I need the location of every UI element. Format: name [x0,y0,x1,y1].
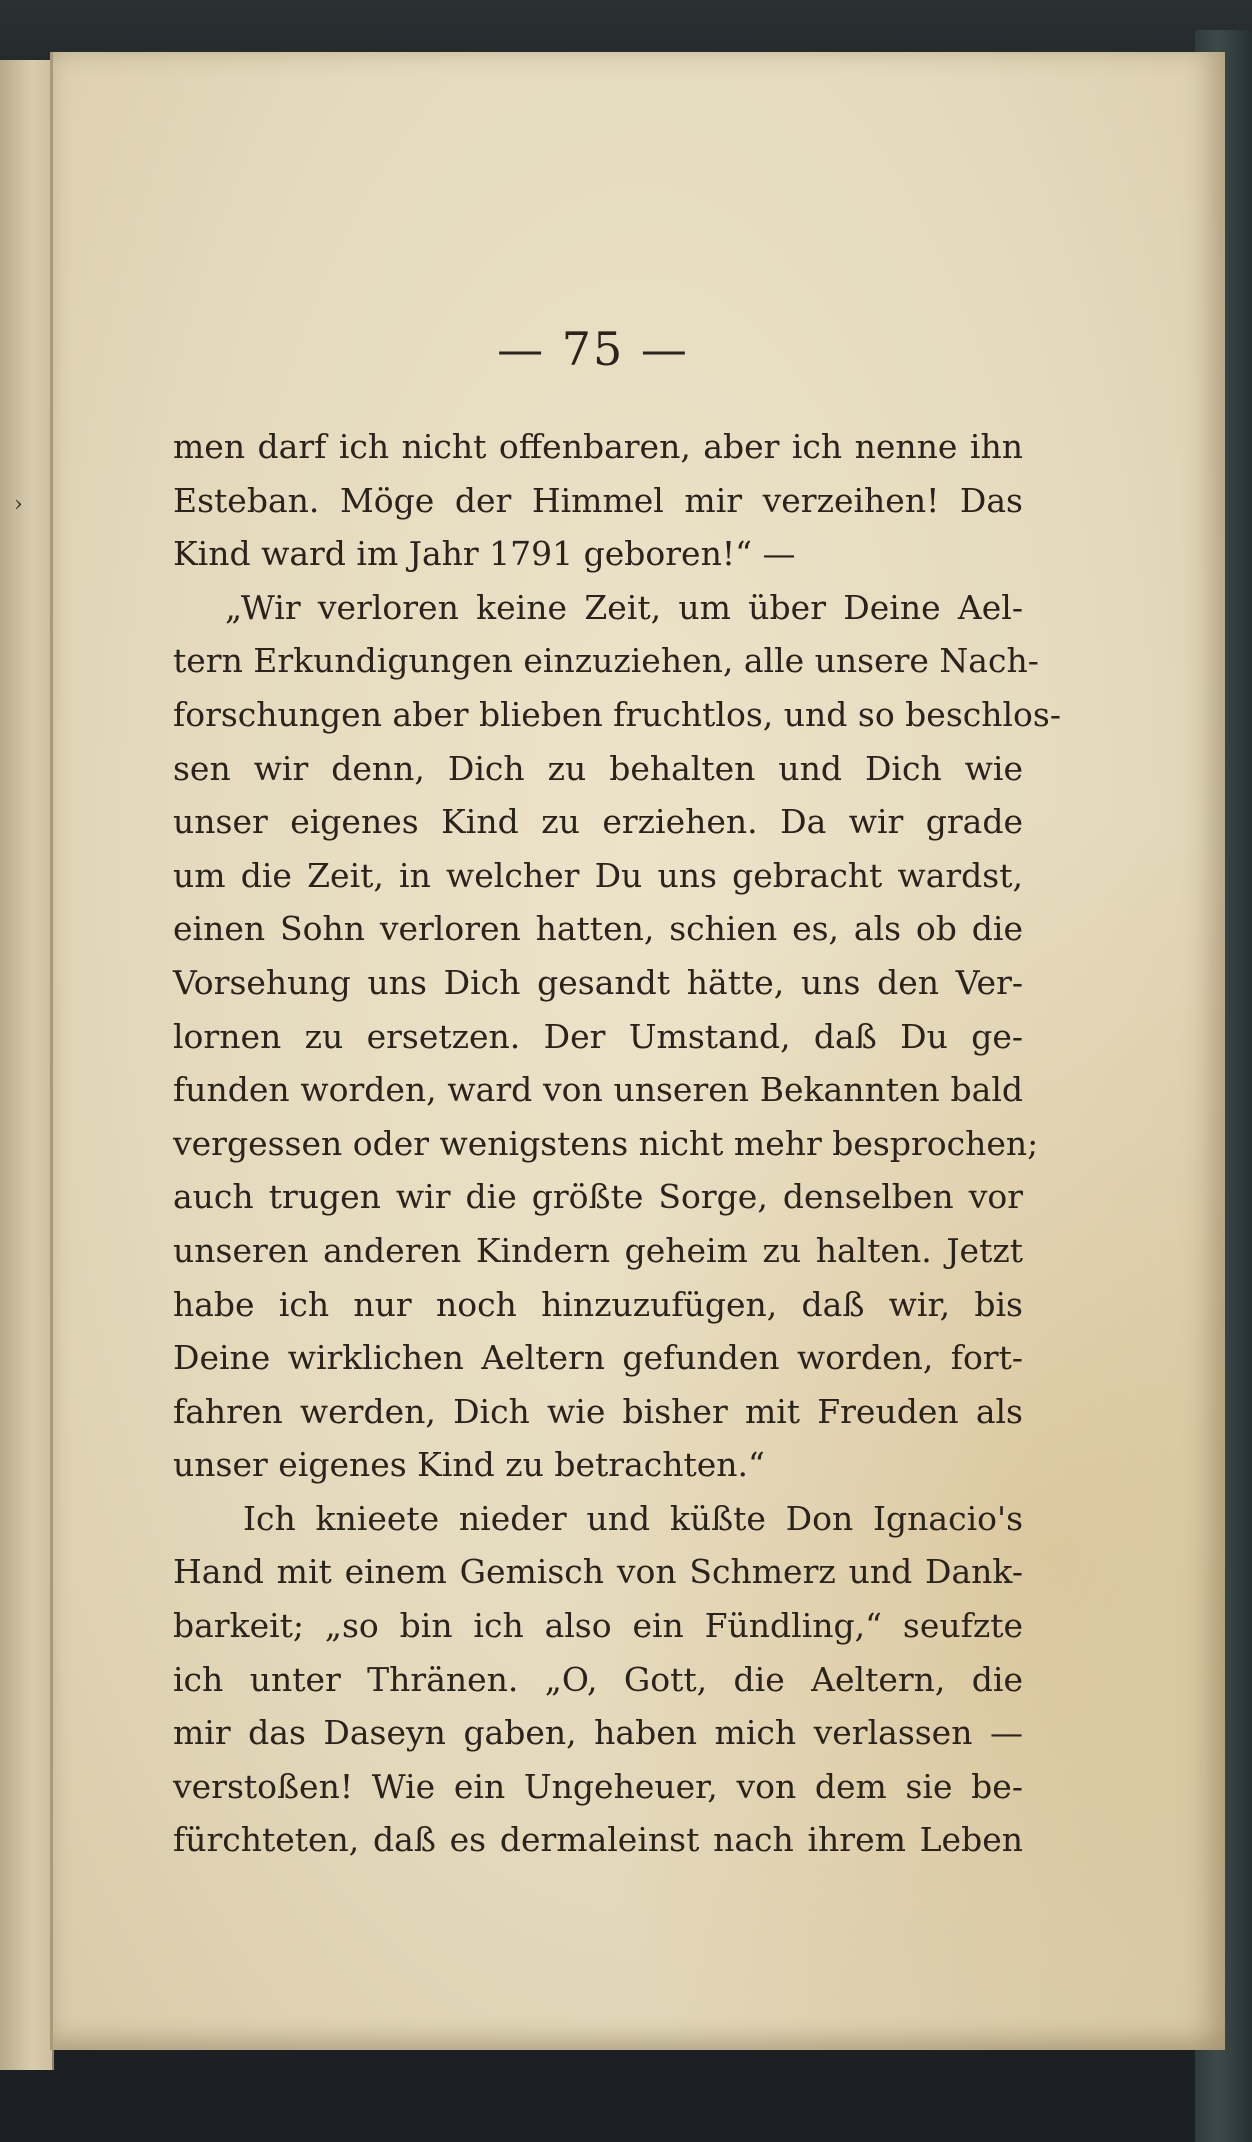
text-line: mir das Daseyn gaben, haben mich verlassen — [173,1713,1023,1753]
text-line: sen wir denn, Dich zu behalten und Dich wie [173,748,1023,788]
text-line: um die Zeit, in welcher Du uns gebracht wardst, [173,855,1023,895]
text-line: auch trugen wir die größte Sorge, denselben vor [173,1177,1023,1217]
text-line: Ich knieete nieder und küßte Don Ignacio's [243,1498,1023,1538]
text-line: forschungen aber blieben fruchtlos, und so beschlos- [173,694,1062,734]
text-line: fürchteten, daß es dermaleinst nach ihrem Leben [173,1820,1023,1860]
text-line: funden worden, ward von unseren Bekannten bald [173,1070,1023,1110]
text-line: barkeit; „so bin ich also ein Fündling,“ seufzte [173,1606,1023,1646]
text-line: vergessen oder wenigstens nicht mehr besprochen; [173,1123,1039,1163]
text-line: „Wir verloren keine Zeit, um über Deine Ael- [225,587,1023,627]
text-line: Kind ward im Jahr 1791 geboren!“ — [173,534,796,574]
text-line: einen Sohn verloren hatten, schien es, als ob die [173,909,1023,949]
text-line: unser eigenes Kind zu erziehen. Da wir grade [173,802,1023,842]
previous-page-edge [0,60,54,2070]
text-line: tern Erkundigungen einzuziehen, alle unsere Nach- [173,641,1039,681]
text-line: lornen zu ersetzen. Der Umstand, daß Du ge- [173,1016,1023,1056]
margin-mark: › [14,492,23,517]
text-line: unseren anderen Kindern geheim zu halten. Jetzt [173,1230,1023,1270]
text-line: fahren werden, Dich wie bisher mit Freuden als [173,1391,1023,1431]
text-line: Deine wirklichen Aeltern gefunden worden, fort- [173,1338,1023,1378]
text-line: ich unter Thränen. „O, Gott, die Aeltern, die [173,1659,1023,1699]
text-line: habe ich nur noch hinzuzufügen, daß wir, bis [173,1284,1023,1324]
text-line: Esteban. Möge der Himmel mir verzeihen! Das [173,480,1023,520]
book-page [50,52,1225,2050]
text-line: unser eigenes Kind zu betrachten.“ [173,1445,765,1485]
body-text [173,420,1062,1867]
text-line: Hand mit einem Gemisch von Schmerz und Dank- [173,1552,1023,1592]
text-line: men darf ich nicht offenbaren, aber ich nenne ihn [173,427,1023,466]
page-number: — 75 — [497,322,689,376]
text-line: Vorsehung uns Dich gesandt hätte, uns den Ver- [173,962,1023,1002]
text-line: verstoßen! Wie ein Ungeheuer, von dem sie be- [173,1766,1023,1806]
